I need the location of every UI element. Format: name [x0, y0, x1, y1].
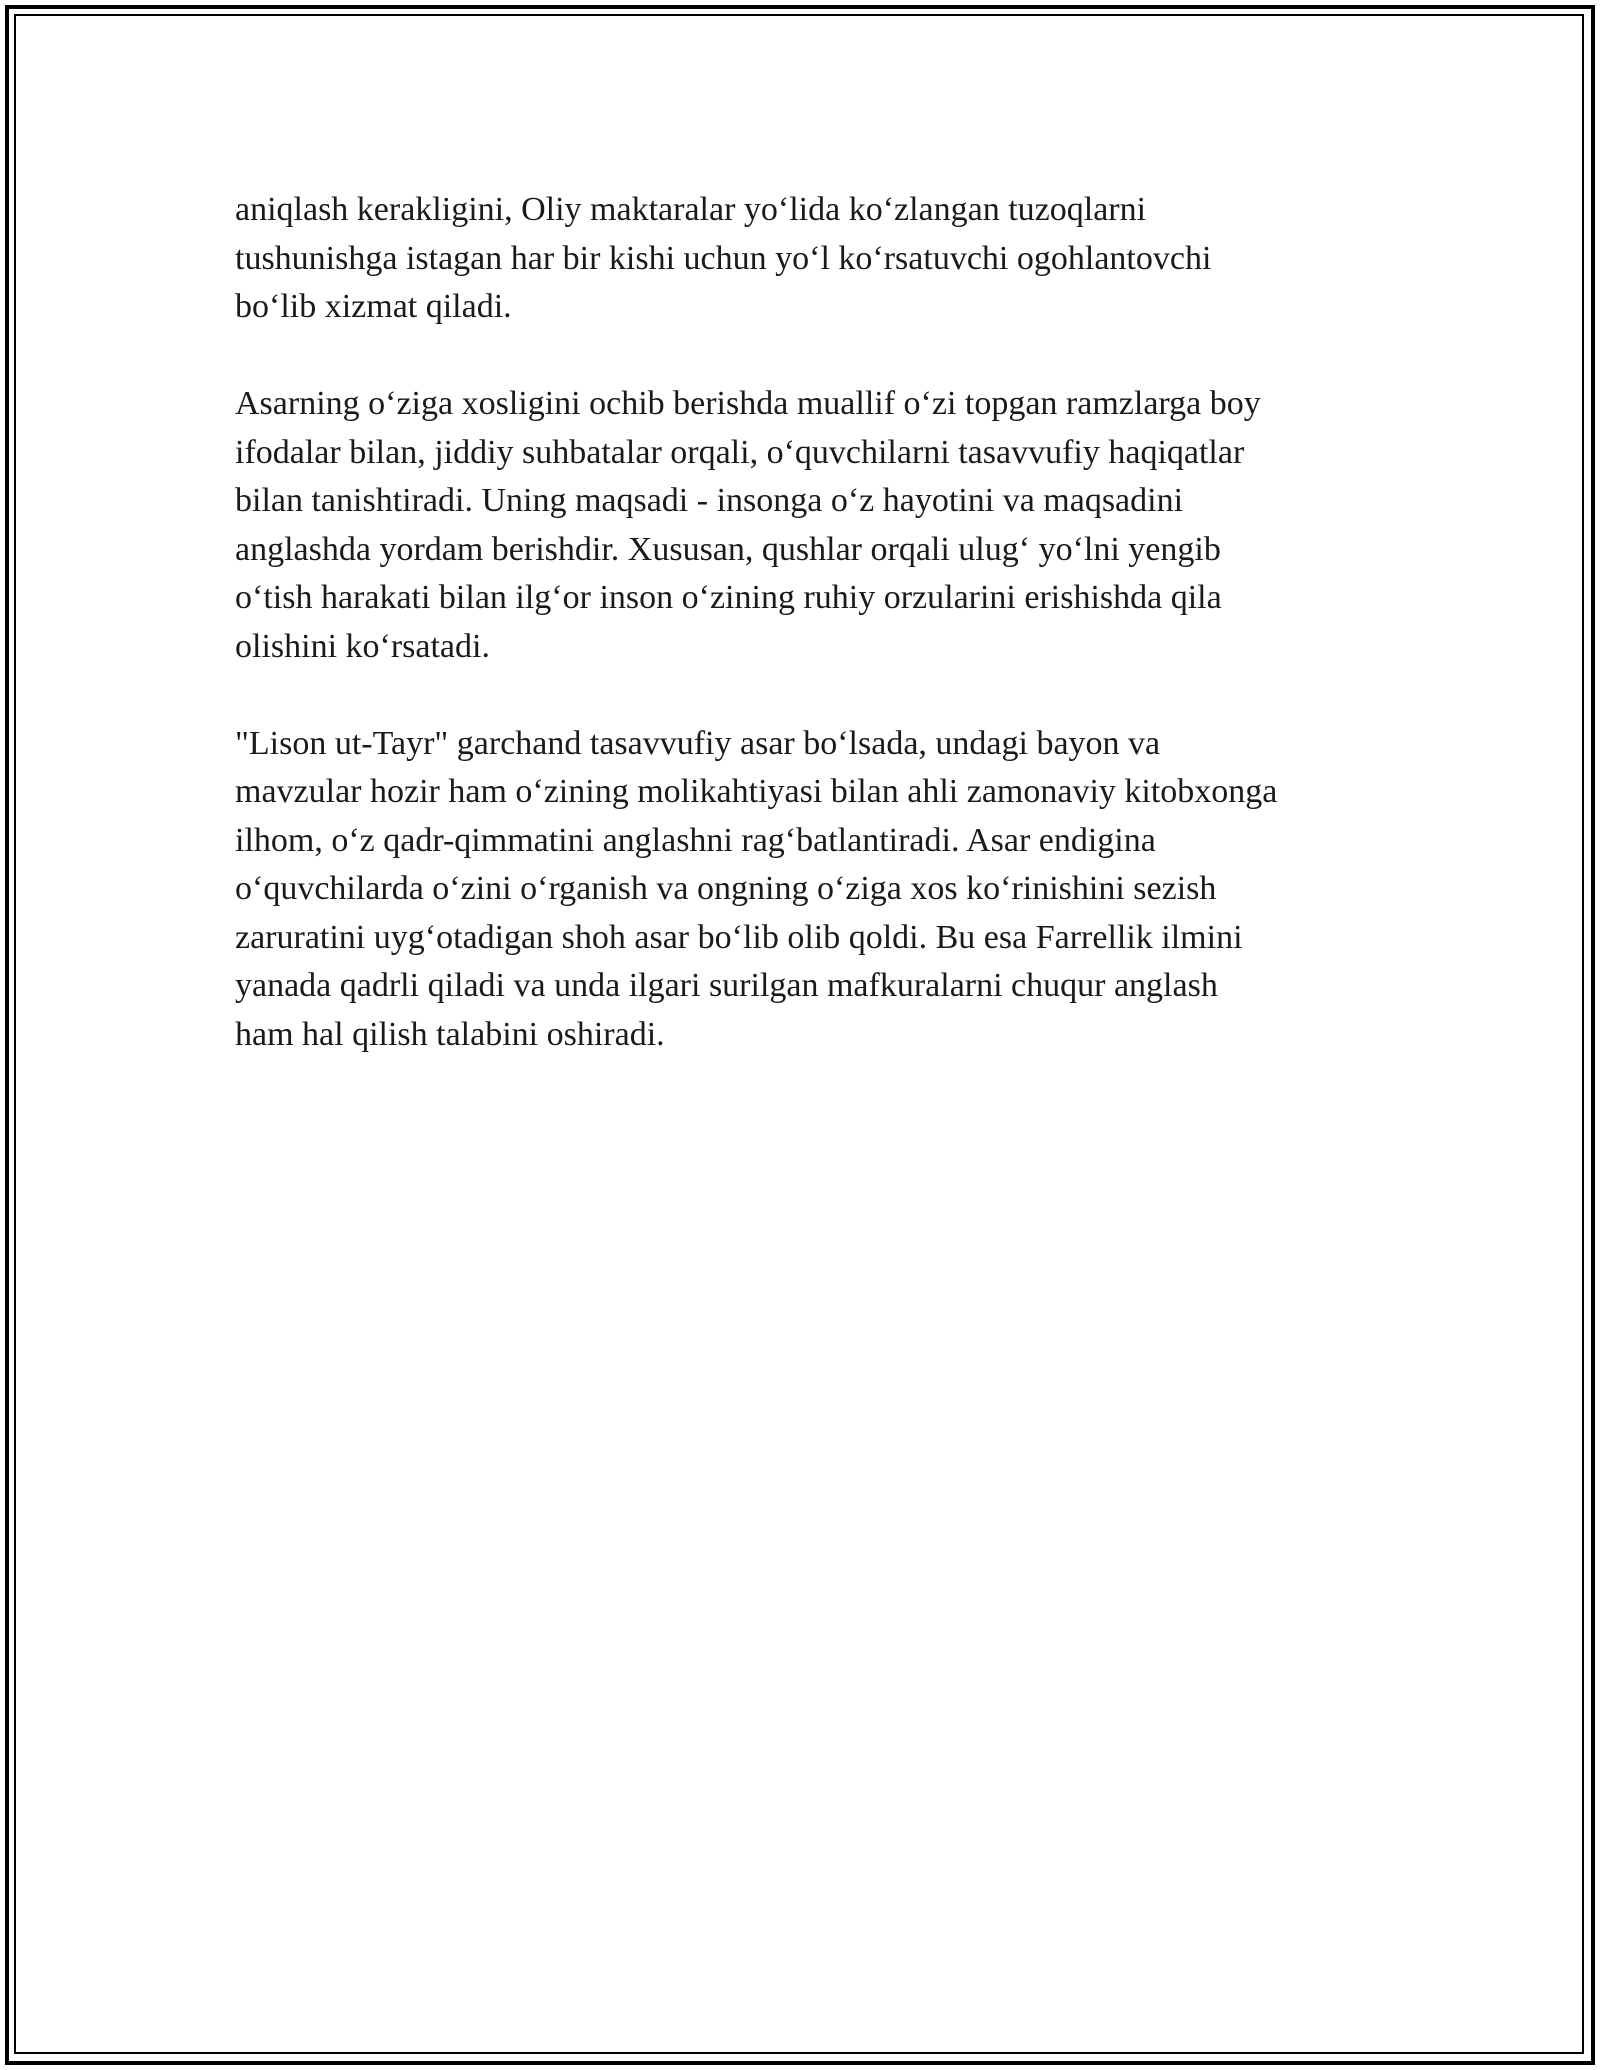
text-line: anglashda yordam berishdir. Xususan, qushlar orqali ulug‘ yo‘lni yengib	[235, 530, 1221, 568]
paragraph-2	[235, 380, 1375, 671]
text-line: ham hal qilish talabini oshiradi.	[235, 1015, 665, 1053]
text-line: bo‘lib xizmat qiladi.	[235, 288, 512, 325]
text-line: ifodalar bilan, jiddiy suhbatalar orqali, o‘quvchilarni tasavvufiy haqiqatlar	[235, 433, 1245, 471]
text-line: Asarning o‘ziga xosligini ochib berishda muallif o‘zi topgan ramzlarga boy	[235, 385, 1261, 422]
text-line: olishini ko‘rsatadi.	[235, 627, 490, 665]
text-line: aniqlash kerakligini, Oliy maktaralar yo‘lida ko‘zlangan tuzoqlarni	[235, 191, 1147, 228]
text-line: o‘tish harakati bilan ilg‘or inson o‘zining ruhiy orzularini erishishda qila	[235, 579, 1222, 616]
text-line: "Lison ut-Tayr" garchand tasavvufiy asar bo‘lsada, undagi bayon va	[235, 724, 1161, 762]
paragraph-3	[235, 720, 1375, 1060]
text-line: bilan tanishtiradi. Uning maqsadi - insonga o‘z hayotini va maqsadini	[235, 482, 1184, 519]
text-line: mavzular hozir ham o‘zining molikahtiyasi bilan ahli zamonaviy kitobxonga	[235, 773, 1278, 810]
paragraph-1	[235, 186, 1375, 332]
text-line: tushunishga istagan har bir kishi uchun yo‘l ko‘rsatuvchi ogohlantovchi	[235, 239, 1212, 277]
document-body	[235, 186, 1375, 1108]
text-line: o‘quvchilarda o‘zini o‘rganish va ongning o‘ziga xos ko‘rinishini sezish	[235, 870, 1217, 907]
text-line: zaruratini uyg‘otadigan shoh asar bo‘lib olib qoldi. Bu esa Farrellik ilmini	[235, 918, 1243, 956]
text-line: yanada qadrli qiladi va unda ilgari surilgan mafkuralarni chuqur anglash	[235, 967, 1218, 1004]
text-line: ilhom, o‘z qadr-qimmatini anglashni rag‘batlantiradi. Asar endigina	[235, 821, 1156, 859]
